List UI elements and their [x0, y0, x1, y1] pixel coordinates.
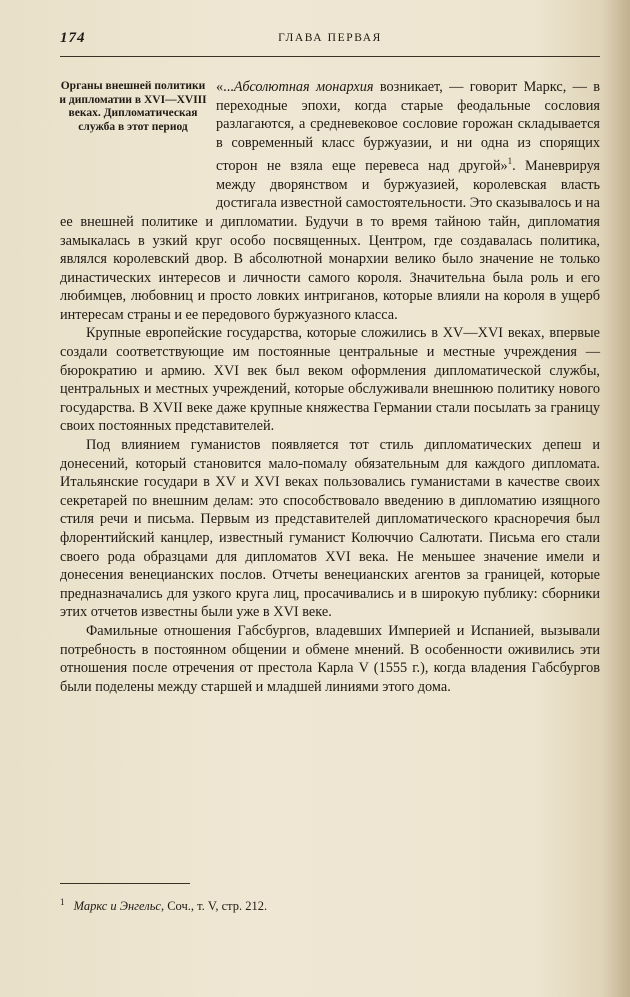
footnote-author: Маркс и Энгельс [73, 899, 161, 914]
paragraph-1-text-after: . Маневрируя между дворянством и буржуазией, королевская власть достигала известной самостоятельности. Это сказывалось и на ее внешней политике и дипломатии. Будучи в то время тайною тайн, дипломатия замыкалась в узкий круг особо посвященных. Центром, где создавалась политика, являлся королевский двор. В абсолютной монархии велико было значение не только династических интересов и личности самого короля. Значительна была роль и его любимцев, любовниц и просто ловких интриганов, которые влияли на короля в ущерб интересам страны и ее передового буржуазного класса. [60, 158, 600, 323]
footnote-rule [60, 883, 190, 884]
quote-prefix: «... [216, 79, 234, 95]
footnote-rest: , Соч., т. V, стр. 212. [160, 899, 268, 914]
main-text [60, 78, 600, 696]
margin-note: Органы внешней политики и дипломатии в XVI—XVIII веках. Дипломатическая служба в этот период [59, 80, 207, 133]
footnote-ref[interactable]: 1 [507, 156, 513, 167]
footnote [60, 894, 580, 914]
margin-note-space [60, 78, 216, 209]
page-number: 174 [60, 30, 86, 46]
footnote-number: 1 [60, 897, 65, 907]
quote-italic: Абсолютная монархия [233, 79, 374, 95]
paragraph-3: Под влиянием гуманистов появляется тот стиль дипломатических депеш и донесений, который становится мало-помалу обязательным для каждого дипломата. Итальянские государи в XV и XVI веках пользовались гуманистами в качестве своих секретарей по внешним делам: это способствовало введению в дипломатию изящного стиля речи и письма. Первым из представителей дипломатического красноречия был флорентийский канцлер, известный гуманист Колюччио Салютати. Письма его стали своего рода образцами для дипломатов XVI века. Не меньшее значение имели и донесения венецианских послов. Отчеты венецианских агентов за границей, которые предназначались для узкого круга лиц, просачивались и в широкую публику: сборники этих отчетов известны были уже в XVI веке. [60, 437, 600, 621]
paragraph-2: Крупные европейские государства, которые сложились в XV—XVI веках, впервые создали соответствующие им постоянные центральные и местные учреждения — бюрократию и армию. XVI век был веком оформления дипломатической службы, центральных и местных учреждений, которые обслуживали внешнюю политику нового государства. В XVII веке даже крупные княжества Германии стали посылать за границу своих постоянных представителей. [60, 325, 600, 435]
page-edge-shadow [602, 0, 630, 997]
page-header [60, 30, 600, 54]
paragraph-4: Фамильные отношения Габсбургов, владевших Империей и Испанией, вызывали потребность в постоянном общении и обмене мнений. В особенности оживились эти отношения после отречения от престола Карла V (1555 г.), когда владения Габсбургов были поделены между старшей и младшей линиями этого дома. [60, 622, 600, 695]
paragraph-1-text: возникает, — говорит Маркс, — в переходные эпохи, когда старые феодальные сословия разлагаются, а средневековое сословие горожан складывается в современный класс буржуазии, и ни одна из спорящих сторон не взяла еще перевеса над другой» [216, 79, 600, 175]
header-rule [60, 56, 600, 57]
running-head: ГЛАВА ПЕРВАЯ [278, 32, 382, 44]
